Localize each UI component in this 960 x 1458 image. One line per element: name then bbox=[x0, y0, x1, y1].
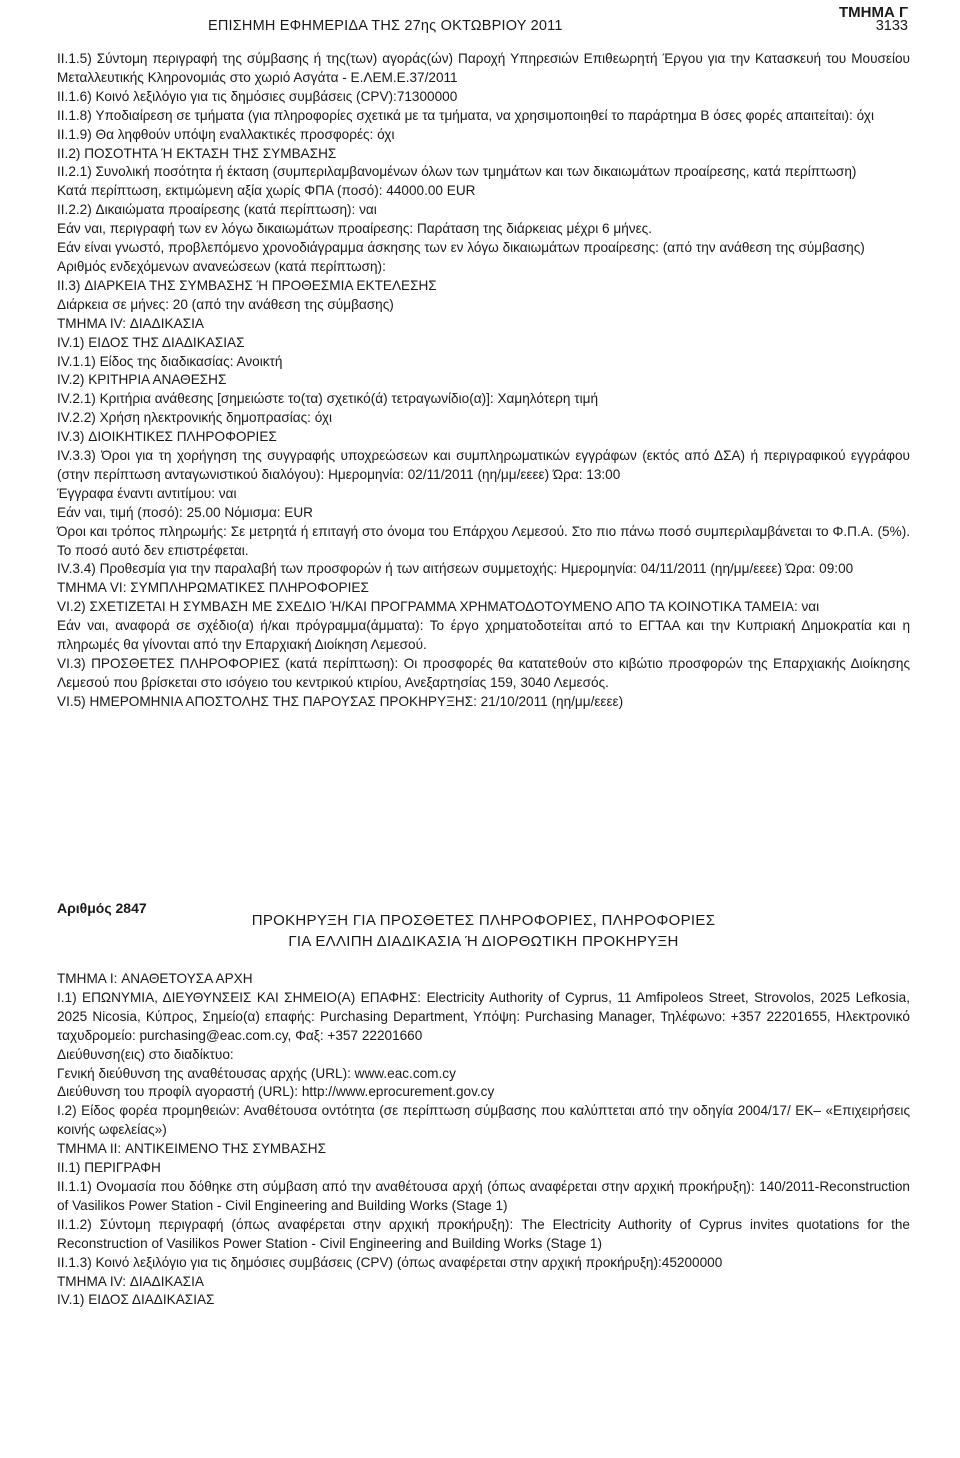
paragraph: ΤΜΗΜΑ II: ΑΝΤΙΚΕΙΜΕΝΟ ΤΗΣ ΣΥΜΒΑΣΗΣ bbox=[57, 1141, 327, 1157]
paragraph: Διάρκεια σε μήνες: 20 (από την ανάθεση της σύμβασης) bbox=[57, 296, 394, 312]
notice-title-line: ΠΡΟΚΗΡΥΞΗ ΓΙΑ ΠΡΟΣΘΕΤΕΣ ΠΛΗΡΟΦΟΡΙΕΣ, ΠΛΗΡΟΦΟΡΙΕΣ bbox=[251, 912, 716, 929]
paragraph: Όροι και τρόπος πληρωμής: Σε μετρητά ή επιταγή στο όνομα του Επάρχου Λεμεσού. Στο πιο πάνω ποσό συμπεριλαμβάνεται το Φ.Π.Α. (5%). Το ποσό αυτό δεν επιστρέφεται. bbox=[57, 523, 910, 558]
paragraph: IV.1) ΕΙΔΟΣ ΔΙΑΔΙΚΑΣΙΑΣ bbox=[57, 1292, 215, 1308]
paragraph: II.1.8) Υποδιαίρεση σε τμήματα (για πληροφορίες σχετικά με τα τμήματα, να χρησιμοποιηθεί το παράρτημα Β όσες φορές απαιτείται): όχι bbox=[57, 107, 874, 123]
paragraph: ΤΜΗΜΑ IV: ΔΙΑΔΙΚΑΣΙΑ bbox=[57, 315, 204, 331]
new-notice-heading bbox=[57, 900, 910, 960]
page-header bbox=[208, 4, 908, 40]
paragraph: ΤΜΗΜΑ IV: ΔΙΑΔΙΚΑΣΙΑ bbox=[57, 1273, 204, 1289]
notice-continuation-text bbox=[57, 50, 910, 712]
paragraph: Εάν ναι, περιγραφή των εν λόγω δικαιωμάτων προαίρεσης: Παράταση της διάρκειας μέχρι 6 μήνες. bbox=[57, 221, 652, 237]
paragraph: II.1.2) Σύντομη περιγραφή (όπως αναφέρεται στην αρχική προκήρυξη): The Electricity Authority of Cyprus invites quotations for the Reconstruction of Vasilikos Power Station - Civil Engineering and Building Works (Stage 1) bbox=[57, 1216, 910, 1251]
notice-2847-text bbox=[57, 970, 910, 1310]
paragraph: II.1.3) Κοινό λεξιλόγιο για τις δημόσιες συμβάσεις (CPV) (όπως αναφέρεται στην αρχική προκήρυξη):45200000 bbox=[57, 1254, 723, 1270]
paragraph: II.1.5) Σύντομη περιγραφή της σύμβασης ή της(των) αγοράς(ών) Παροχή Υπηρεσιών Επιθεωρητή Έργου για την Κατασκευή του Μουσείου Μεταλλευτικής Κληρονομιάς στο χωριό Ασγάτα - Ε.ΛΕΜ.Ε.37/2011 bbox=[57, 51, 910, 85]
gazette-title: ΕΠΙΣΗΜΗ ΕΦΗΜΕΡΙΔΑ ΤΗΣ 27ης ΟΚΤΩΒΡΙΟΥ 2011 bbox=[208, 18, 563, 34]
paragraph: IV.1.1) Είδος της διαδικασίας: Ανοικτή bbox=[57, 353, 283, 369]
paragraph: IV.2) ΚΡΙΤΗΡΙΑ ΑΝΑΘΕΣΗΣ bbox=[57, 372, 227, 388]
paragraph: I.2) Είδος φορέα προμηθειών: Αναθέτουσα οντότητα (σε περίπτωση σύμβασης που καλύπτεται από την οδηγία 2004/17/ ΕΚ– «Επιχειρήσεις κοινής ωφελείας») bbox=[57, 1103, 910, 1138]
paragraph: VI.5) ΗΜΕΡΟΜΗΝΙΑ ΑΠΟΣΤΟΛΗΣ ΤΗΣ ΠΑΡΟΥΣΑΣ ΠΡΟΚΗΡΥΞΗΣ: 21/10/2011 (ηη/μμ/εεεε) bbox=[57, 693, 624, 709]
page-number: 3133 bbox=[875, 18, 908, 34]
paragraph: I.1) ΕΠΩΝΥΜΙΑ, ΔΙΕΥΘΥΝΣΕΙΣ ΚΑΙ ΣΗΜΕΙΟ(Α) ΕΠΑΦΗΣ: Electricity Authority of Cyprus, 11 Amfipoleos Street, Strovolos, 2025 Lefkosia, 2025 Nicosia, Κύπρος, Σημείο(α) επαφής: Purchasing Department, Υπόψη: Purchasing Manager, Τηλέφωνο: +357 22201655, Ηλεκτρονικό ταχυδρομείο: purchasing@eac.com.cy, Φαξ: +357 22201660 bbox=[57, 989, 910, 1043]
paragraph: ΤΜΗΜΑ I: ΑΝΑΘΕΤΟΥΣΑ ΑΡΧΗ bbox=[57, 971, 253, 986]
paragraph: II.3) ΔΙΑΡΚΕΙΑ ΤΗΣ ΣΥΜΒΑΣΗΣ Ή ΠΡΟΘΕΣΜΙΑ ΕΚΤΕΛΕΣΗΣ bbox=[57, 277, 437, 293]
paragraph: Εάν ναι, αναφορά σε σχέδιο(α) ή/και πρόγραμμα(άμματα): Το έργο χρηματοδοτείται από το ΕΓΤΑΑ και την Κυπριακή Δημοκρατία και η πληρωμές θα γίνονται από την Επαρχιακή Διοίκηση Λεμεσού. bbox=[57, 618, 910, 653]
paragraph: IV.3) ΔΙΟΙΚΗΤΙΚΕΣ ΠΛΗΡΟΦΟΡΙΕΣ bbox=[57, 429, 277, 445]
paragraph: II.1.6) Κοινό λεξιλόγιο για τις δημόσιες συμβάσεις (CPV):71300000 bbox=[57, 88, 458, 104]
paragraph: Αριθμός ενδεχόμενων ανανεώσεων (κατά περίπτωση): bbox=[57, 258, 386, 274]
notice-title bbox=[57, 910, 910, 952]
paragraph: II.1.1) Ονομασία που δόθηκε στη σύμβαση από την αναθέτουσα αρχή (όπως αναφέρεται στην αρχική προκήρυξη): 140/2011-Reconstruction of Vasilikos Power Station - Civil Engineering and Building Works (Stage 1) bbox=[57, 1178, 910, 1213]
paragraph: Διεύθυνση(εις) στο διαδίκτυο: bbox=[57, 1046, 234, 1062]
paragraph: Διεύθυνση του προφίλ αγοραστή (URL): http://www.eprocurement.gov.cy bbox=[57, 1084, 495, 1100]
paragraph: ΤΜΗΜΑ VI: ΣΥΜΠΛΗΡΩΜΑΤΙΚΕΣ ΠΛΗΡΟΦΟΡΙΕΣ bbox=[57, 580, 369, 596]
paragraph: IV.3.4) Προθεσμία για την παραλαβή των προσφορών ή των αιτήσεων συμμετοχής: Ημερομηνία: 04/11/2011 (ηη/μμ/εεεε) Ώρα: 09:00 bbox=[57, 561, 854, 577]
paragraph: Κατά περίπτωση, εκτιμώμενη αξία χωρίς ΦΠΑ (ποσό): 44000.00 EUR bbox=[57, 183, 476, 199]
paragraph: IV.2.2) Χρήση ηλεκτρονικής δημοπρασίας: όχι bbox=[57, 410, 333, 426]
paragraph: IV.2.1) Κριτήρια ανάθεσης [σημειώστε το(τα) σχετικό(ά) τετραγωνίδιο(α)]: Χαμηλότερη τιμή bbox=[57, 391, 599, 407]
paragraph: IV.3.3) Όροι για τη χορήγηση της συγγραφής υποχρεώσεων και συμπληρωματικών εγγράφων (εκτός από ΔΣΑ) ή περιγραφικού εγγράφου (στην περίπτωση ανταγωνιστικού διαλόγου): Ημερομηνία: 02/11/2011 (ηη/μμ/εεεε) Ώρα: 13:00 bbox=[57, 448, 910, 482]
paragraph: II.2.1) Συνολική ποσότητα ή έκταση (συμπεριλαμβανομένων όλων των τμημάτων και των δικαιωμάτων προαίρεσης, κατά περίπτωση) bbox=[57, 164, 857, 180]
paragraph: II.2.2) Δικαιώματα προαίρεσης (κατά περίπτωση): ναι bbox=[57, 202, 377, 218]
paragraph: VI.3) ΠΡΟΣΘΕΤΕΣ ΠΛΗΡΟΦΟΡΙΕΣ (κατά περίπτωση): Οι προσφορές θα κατατεθούν στο κιβώτιο προσφορών της Επαρχιακής Διοίκησης Λεμεσού που βρίσκεται στο ισόγειο του κεντρικού κτιρίου, Ανεξαρτησίας 159, 3040 Λεμεσός. bbox=[57, 656, 910, 690]
paragraph: IV.1) ΕΙΔΟΣ ΤΗΣ ΔΙΑΔΙΚΑΣΙΑΣ bbox=[57, 334, 245, 350]
paragraph: II.2) ΠΟΣΟΤΗΤΑ Ή ΕΚΤΑΣΗ ΤΗΣ ΣΥΜΒΑΣΗΣ bbox=[57, 145, 337, 161]
paragraph: VI.2) ΣΧΕΤΙΖΕΤΑΙ Η ΣΥΜΒΑΣΗ ΜΕ ΣΧΕΔΙΟ Ή/ΚΑΙ ΠΡΟΓΡΑΜΜΑ ΧΡΗΜΑΤΟΔΟΤΟΥΜΕΝΟ ΑΠΟ ΤΑ ΚΟΙΝΟΤΙΚΑ ΤΑΜΕΙΑ: ναι bbox=[57, 599, 820, 615]
paragraph: Εάν είναι γνωστό, προβλεπόμενο χρονοδιάγραμμα άσκησης των εν λόγω δικαιωμάτων προαίρεσης: (από την ανάθεση της σύμβασης) bbox=[57, 240, 865, 256]
paragraph: Εάν ναι, τιμή (ποσό): 25.00 Νόμισμα: EUR bbox=[57, 504, 313, 520]
notice-title-line: ΓΙΑ ΕΛΛΙΠΗ ΔΙΑΔΙΚΑΣΙΑ Ή ΔΙΟΡΘΩΤΙΚΗ ΠΡΟΚΗΡΥΞΗ bbox=[288, 933, 679, 950]
paragraph: II.1) ΠΕΡΙΓΡΑΦΗ bbox=[57, 1160, 161, 1176]
paragraph: Έγγραφα έναντι αντιτίμου: ναι bbox=[57, 485, 237, 501]
notice-number: Αριθμός 2847 bbox=[57, 900, 147, 916]
paragraph: II.1.9) Θα ληφθούν υπόψη εναλλακτικές προσφορές: όχι bbox=[57, 126, 395, 142]
section-label: ΤΜΗΜΑ Γ bbox=[838, 4, 908, 21]
paragraph: Γενική διεύθυνση της αναθέτουσας αρχής (URL): www.eac.com.cy bbox=[57, 1065, 456, 1081]
